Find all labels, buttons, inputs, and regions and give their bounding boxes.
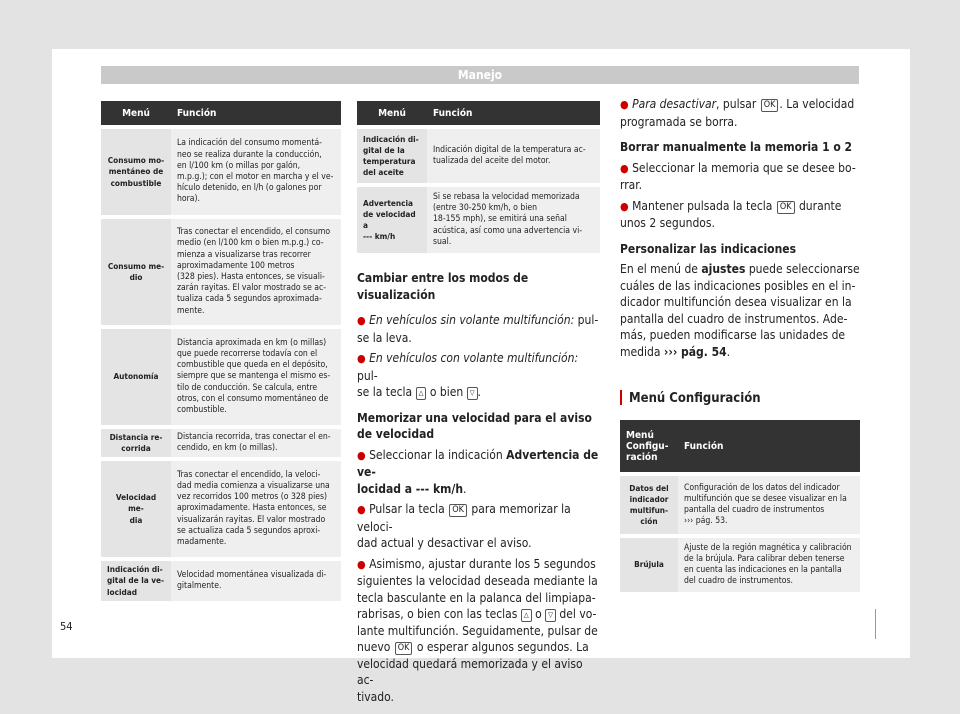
bullet-item: ● En vehículos sin volante multifunción: pul- se la leva. [357, 313, 599, 345]
col-header-menu: Menú [101, 101, 171, 125]
function-cell: Distancia aproximada en km (o millas) que puede recorrerse todavía con el combustible que queda en el depósito, siempre que se mantenga el mismo es- tilo de conducción. Se calcula, entre otros, con el consumo momentáneo de combustible. [171, 325, 341, 425]
arrow-up-key-icon: △ [521, 609, 532, 622]
ok-key-icon: OK [761, 99, 779, 112]
table-row [101, 325, 341, 425]
menu-cell: Datos del indicador multifun- ción [620, 472, 678, 534]
heading-clear-memory: Borrar manualmente la memoria 1 o 2 [620, 140, 853, 154]
bullet-item: ● Seleccionar la indicación Advertencia de ve- locidad a --- km/h. [357, 447, 599, 496]
col-header-function: Función [678, 420, 860, 472]
table-row [357, 183, 600, 253]
menu-cell: Autonomía [101, 325, 171, 425]
table-row [620, 534, 860, 592]
arrow-down-key-icon: ▽ [467, 387, 478, 400]
section-header: Manejo [101, 66, 859, 84]
function-cell: Indicación digital de la temperatura ac- tualizada del aceite del motor. [427, 125, 600, 183]
function-cell: Velocidad momentánea visualizada di- gitalmente. [171, 557, 341, 601]
table-row [101, 215, 341, 325]
menu-cell: Indicación di- gital de la temperatura del aceite [357, 125, 427, 183]
page-reference-link[interactable]: ››› pág. 54 [663, 344, 727, 359]
bullet-item: ● Pulsar la tecla OK para memorizar la veloci- dad actual y desactivar el aviso. [357, 502, 571, 550]
function-cell: Ajuste de la región magnética y calibración de la brújula. Para calibrar deben tenerse en cuenta las indicaciones en la pantalla del cuadro de instrumentos. [678, 534, 860, 592]
function-cell: Si se rebasa la velocidad memorizada (entre 30-250 km/h, o bien 18-155 mph), se emitirá una señal acústica, así como una advertencia vi- sual. [427, 183, 600, 253]
bullet-item: ● Mantener pulsada la tecla OK durante unos 2 segundos. [620, 198, 842, 230]
col-header-function: Función [171, 101, 341, 125]
menu-cell: Consumo me- dio [101, 215, 171, 325]
menu-cell: Velocidad me- dia [101, 457, 171, 557]
bullet-item: ● Para desactivar, pulsar OK . La velocidad programada se borra. [620, 97, 855, 129]
table-row [357, 125, 600, 183]
table-row [101, 557, 341, 601]
menu-cell: Distancia re- corrida [101, 425, 171, 457]
arrow-down-key-icon: ▽ [545, 609, 556, 622]
table-left [101, 101, 341, 601]
bullet-item: ● Asimismo, ajustar durante los 5 segundos siguientes la velocidad deseada mediante la tecla basculante en la palanca del limpiapa- rabrisas, o bien con las teclas △ o ▽ del vo- lante multifunción. Seguidamente, pulsar de nuevo OK o esperar algunos segundos. La velocidad quedará memorizada y el aviso ac- tivado. [357, 556, 598, 704]
menu-cell: Brújula [620, 534, 678, 592]
function-cell: La indicación del consumo momentá- neo se realiza durante la conducción, en l/100 km (o millas por galón, m.p.g.); con el motor en marcha y el ve- hículo detenido, en l/h (o galones por hora). [171, 125, 341, 215]
ok-key-icon: OK [777, 201, 795, 214]
col-header-menu: Menú Configu- ración [620, 420, 678, 472]
arrow-up-key-icon: △ [416, 387, 427, 400]
table-row [101, 425, 341, 457]
config-menu-title: Menú Configuración [620, 390, 761, 406]
col-header-menu: Menú [357, 101, 427, 125]
ok-key-icon: OK [395, 642, 413, 655]
bullet-item: ● Seleccionar la memoria que se desee bo- rrar. [620, 160, 856, 192]
table-row [101, 125, 341, 215]
menu-cell: Consumo mo- mentáneo de combustible [101, 125, 171, 215]
column-middle-text [357, 270, 600, 714]
bullet-item: ● En vehículos con volante multifunción: pul- se la tecla △ o bien ▽ . [357, 351, 579, 399]
table-row [620, 472, 860, 534]
title-accent-bar [620, 390, 622, 405]
function-cell: Tras conectar el encendido, el consumo medio (en l/100 km o bien m.p.g.) co- mienza a visualizarse tras recorrer aproximadamente 100 metros (328 pies). Hasta entonces, se visuali- zarán rayitas. El valor mostrado se ac- tualiza cada 5 segundos aproximada- mente. [171, 215, 341, 325]
heading-customize: Personalizar las indicaciones [620, 241, 797, 256]
column-right-text [620, 96, 860, 369]
table-config [620, 420, 860, 592]
menu-cell: Indicación di- gital de la ve- locidad [101, 557, 171, 601]
col-header-function: Función [427, 101, 600, 125]
function-cell: Tras conectar el encendido, la veloci- dad media comienza a visualizarse una vez recorridos 100 metros (o 328 pies) aproximadamente. Hasta entonces, se visualizarán rayitas. El valor mostrado se actualiza cada 5 segundos aproxi- madamente. [171, 457, 341, 557]
paragraph-customize: En el menú de ajustes puede seleccionarse cuáles de las indicaciones posibles en el in- dicador multifunción desea visualizar en la pantalla del cuadro de instrumentos. Ade- más, pueden modificarse las unidades de medida ››› pág. 54. [620, 262, 860, 359]
page-number: 54 [60, 620, 73, 633]
margin-line [875, 609, 876, 639]
menu-cell: Advertencia de velocidad a --- km/h [357, 183, 427, 253]
table-row [101, 457, 341, 557]
heading-display-modes: Cambiar entre los modos de visualización [357, 271, 529, 302]
function-cell: Distancia recorrida, tras conectar el en- cendido, en km (o millas). [171, 425, 341, 457]
ok-key-icon: OK [449, 504, 467, 517]
heading-speed-warning: Memorizar una velocidad para el aviso de velocidad [357, 410, 592, 441]
table-middle [357, 101, 600, 253]
function-cell: Configuración de los datos del indicador multifunción que se desee visualizar en la pantalla del cuadro de instrumentos ››› pág. 53. [678, 472, 860, 534]
